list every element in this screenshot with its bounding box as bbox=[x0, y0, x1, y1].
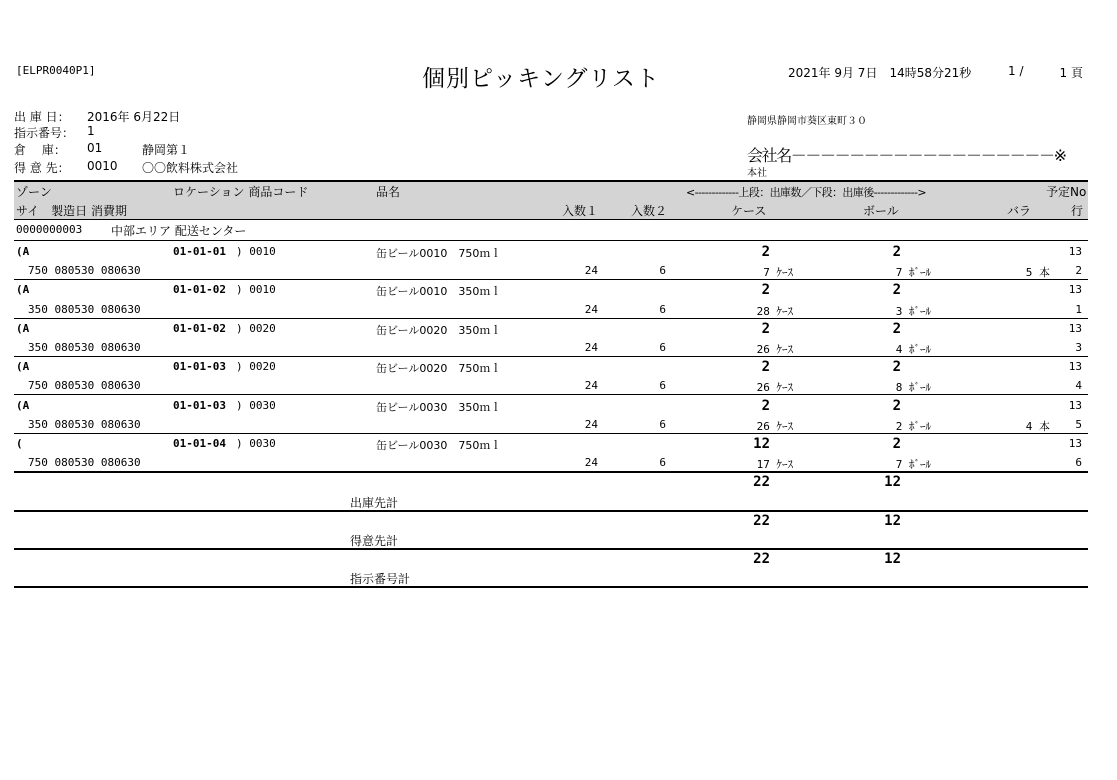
col-size-dates: サイ 製造日 消費期 bbox=[16, 204, 127, 218]
row-product-code: ) 0010 bbox=[236, 245, 276, 258]
row-qty1: 24 bbox=[584, 456, 598, 469]
row-name: 缶ビール0010 350ｍｌ bbox=[376, 285, 502, 298]
row-ball-after: 7 ﾎﾞｰﾙ bbox=[895, 266, 931, 279]
row-qty2: 6 bbox=[659, 264, 666, 277]
order-no: 1 bbox=[87, 124, 95, 138]
warehouse-name: 静岡第１ bbox=[142, 143, 191, 157]
row-qty2: 6 bbox=[659, 341, 666, 354]
row-line: 6 bbox=[1075, 456, 1082, 469]
order-no-label: 指示番号： bbox=[14, 126, 75, 140]
page-current: 1 / bbox=[1008, 64, 1024, 78]
company-branch: 本社 bbox=[747, 168, 767, 179]
row-location: 01-01-02 bbox=[173, 322, 226, 335]
total-label: 出庫先計 bbox=[350, 496, 399, 510]
total-ball: 12 bbox=[884, 551, 901, 567]
row-case-after: 26 ｹｰｽ bbox=[756, 343, 793, 356]
total-label: 得意先計 bbox=[350, 534, 399, 548]
row-name: 缶ビール0020 750ｍｌ bbox=[376, 362, 502, 375]
total-case: 22 bbox=[753, 551, 770, 567]
col-qty1: 入数１ bbox=[562, 204, 599, 218]
row-zone: (A bbox=[16, 360, 30, 373]
row-qty2: 6 bbox=[659, 303, 666, 316]
row-divider bbox=[14, 471, 1088, 473]
col-ball: ボール bbox=[863, 204, 899, 218]
row-location: 01-01-02 bbox=[173, 283, 226, 296]
row-line: 4 bbox=[1075, 379, 1082, 392]
total-case: 22 bbox=[753, 513, 770, 529]
row-qty1: 24 bbox=[584, 341, 598, 354]
row-ball-out: 2 bbox=[892, 398, 901, 414]
row-size-dates: 350 080530 080630 bbox=[28, 341, 141, 354]
row-ball-after: 2 ﾎﾞｰﾙ bbox=[895, 420, 931, 433]
row-location: 01-01-01 bbox=[173, 245, 226, 258]
company-name: 会社名－－－－－－－－－－－－－－－－－－※ bbox=[747, 146, 1066, 165]
row-qty2: 6 bbox=[659, 379, 666, 392]
row-case-out: 2 bbox=[761, 244, 770, 260]
row-name: 缶ビール0010 750ｍｌ bbox=[376, 247, 502, 260]
row-ball-after: 3 ﾎﾞｰﾙ bbox=[895, 305, 931, 318]
row-case-after: 26 ｹｰｽ bbox=[756, 420, 793, 433]
row-zone: (A bbox=[16, 399, 30, 412]
customer-name: 〇〇飲料株式会社 bbox=[142, 161, 239, 175]
row-divider bbox=[14, 433, 1088, 434]
ship-date: 2016年 6月22日 bbox=[87, 110, 181, 124]
col-plan-no: 予定No bbox=[1046, 185, 1087, 199]
row-divider bbox=[14, 318, 1088, 319]
row-name: 缶ビール0030 350ｍｌ bbox=[376, 401, 502, 414]
total-case: 22 bbox=[753, 474, 770, 490]
row-plan-no: 13 bbox=[1068, 437, 1082, 450]
customer-code: 0010 bbox=[87, 159, 118, 173]
row-ball-out: 2 bbox=[892, 321, 901, 337]
total-divider bbox=[14, 510, 1088, 512]
row-name: 缶ビール0030 750ｍｌ bbox=[376, 439, 502, 452]
report-id: [ELPR0040P1] bbox=[16, 64, 96, 77]
warehouse-code: 01 bbox=[87, 141, 103, 155]
company-address: 静岡県静岡市葵区東町３０ bbox=[747, 116, 867, 127]
row-qty2: 6 bbox=[659, 418, 666, 431]
col-bara: バラ bbox=[1007, 204, 1032, 218]
row-divider bbox=[14, 279, 1088, 280]
row-line: 1 bbox=[1075, 303, 1082, 316]
row-qty1: 24 bbox=[584, 379, 598, 392]
row-product-code: ) 0020 bbox=[236, 322, 276, 335]
row-size-dates: 750 080530 080630 bbox=[28, 379, 141, 392]
page-total: 1 頁 bbox=[1059, 66, 1083, 80]
row-divider bbox=[14, 356, 1088, 357]
row-plan-no: 13 bbox=[1068, 360, 1082, 373]
row-case-out: 2 bbox=[761, 321, 770, 337]
warehouse-label: 倉 庫： bbox=[14, 143, 66, 157]
col-qty2: 入数２ bbox=[631, 204, 668, 218]
row-size-dates: 750 080530 080630 bbox=[28, 264, 141, 277]
total-ball: 12 bbox=[884, 513, 901, 529]
report-title: 個別ピッキングリスト bbox=[422, 66, 660, 92]
row-product-code: ) 0010 bbox=[236, 283, 276, 296]
row-bara-after: 4 本 bbox=[1025, 420, 1050, 433]
row-zone: (A bbox=[16, 245, 30, 258]
total-label: 指示番号計 bbox=[350, 572, 411, 586]
row-zone: ( bbox=[16, 437, 23, 450]
row-case-after: 17 ｹｰｽ bbox=[756, 458, 793, 471]
row-case-after: 7 ｹｰｽ bbox=[763, 266, 793, 279]
row-size-dates: 350 080530 080630 bbox=[28, 303, 141, 316]
row-case-out: 2 bbox=[761, 359, 770, 375]
row-line: 3 bbox=[1075, 341, 1082, 354]
row-qty1: 24 bbox=[584, 418, 598, 431]
row-ball-out: 2 bbox=[892, 282, 901, 298]
row-case-out: 2 bbox=[761, 282, 770, 298]
row-line: 2 bbox=[1075, 264, 1082, 277]
row-product-code: ) 0030 bbox=[236, 399, 276, 412]
row-case-after: 28 ｹｰｽ bbox=[756, 305, 793, 318]
destination-name: 中部エリア 配送センター bbox=[111, 224, 247, 238]
row-location: 01-01-03 bbox=[173, 399, 226, 412]
destination-code: 0000000003 bbox=[16, 223, 83, 236]
row-divider bbox=[14, 394, 1088, 395]
row-ball-out: 2 bbox=[892, 359, 901, 375]
destination-divider bbox=[14, 240, 1088, 241]
row-zone: (A bbox=[16, 322, 30, 335]
ship-date-label: 出 庫 日： bbox=[14, 110, 70, 124]
row-case-out: 12 bbox=[753, 436, 770, 452]
row-ball-out: 2 bbox=[892, 436, 901, 452]
row-product-code: ) 0030 bbox=[236, 437, 276, 450]
printed-at: 2021年 9月 7日 14時58分21秒 bbox=[788, 66, 972, 80]
row-ball-after: 4 ﾎﾞｰﾙ bbox=[895, 343, 931, 356]
row-size-dates: 750 080530 080630 bbox=[28, 456, 141, 469]
row-qty2: 6 bbox=[659, 456, 666, 469]
row-qty1: 24 bbox=[584, 264, 598, 277]
row-plan-no: 13 bbox=[1068, 283, 1082, 296]
row-line: 5 bbox=[1075, 418, 1082, 431]
row-location: 01-01-04 bbox=[173, 437, 226, 450]
col-location-product: ロケーション 商品コード bbox=[173, 185, 309, 199]
col-zone: ゾーン bbox=[16, 185, 52, 199]
row-case-out: 2 bbox=[761, 398, 770, 414]
customer-label: 得 意 先： bbox=[14, 161, 70, 175]
col-upper-lower-note: <-------------上段：出庫数／下段：出庫後-------------> bbox=[686, 186, 927, 199]
row-ball-after: 8 ﾎﾞｰﾙ bbox=[895, 381, 931, 394]
col-line: 行 bbox=[1071, 204, 1084, 218]
row-name: 缶ビール0020 350ｍｌ bbox=[376, 324, 502, 337]
row-plan-no: 13 bbox=[1068, 322, 1082, 335]
col-name: 品名 bbox=[376, 185, 401, 199]
row-ball-out: 2 bbox=[892, 244, 901, 260]
row-bara-after: 5 本 bbox=[1025, 266, 1050, 279]
col-case: ケース bbox=[731, 204, 767, 218]
row-plan-no: 13 bbox=[1068, 245, 1082, 258]
row-location: 01-01-03 bbox=[173, 360, 226, 373]
row-ball-after: 7 ﾎﾞｰﾙ bbox=[895, 458, 931, 471]
row-plan-no: 13 bbox=[1068, 399, 1082, 412]
row-product-code: ) 0020 bbox=[236, 360, 276, 373]
total-divider bbox=[14, 548, 1088, 550]
row-zone: (A bbox=[16, 283, 30, 296]
total-divider bbox=[14, 586, 1088, 588]
total-ball: 12 bbox=[884, 474, 901, 490]
row-size-dates: 350 080530 080630 bbox=[28, 418, 141, 431]
row-qty1: 24 bbox=[584, 303, 598, 316]
row-case-after: 26 ｹｰｽ bbox=[756, 381, 793, 394]
